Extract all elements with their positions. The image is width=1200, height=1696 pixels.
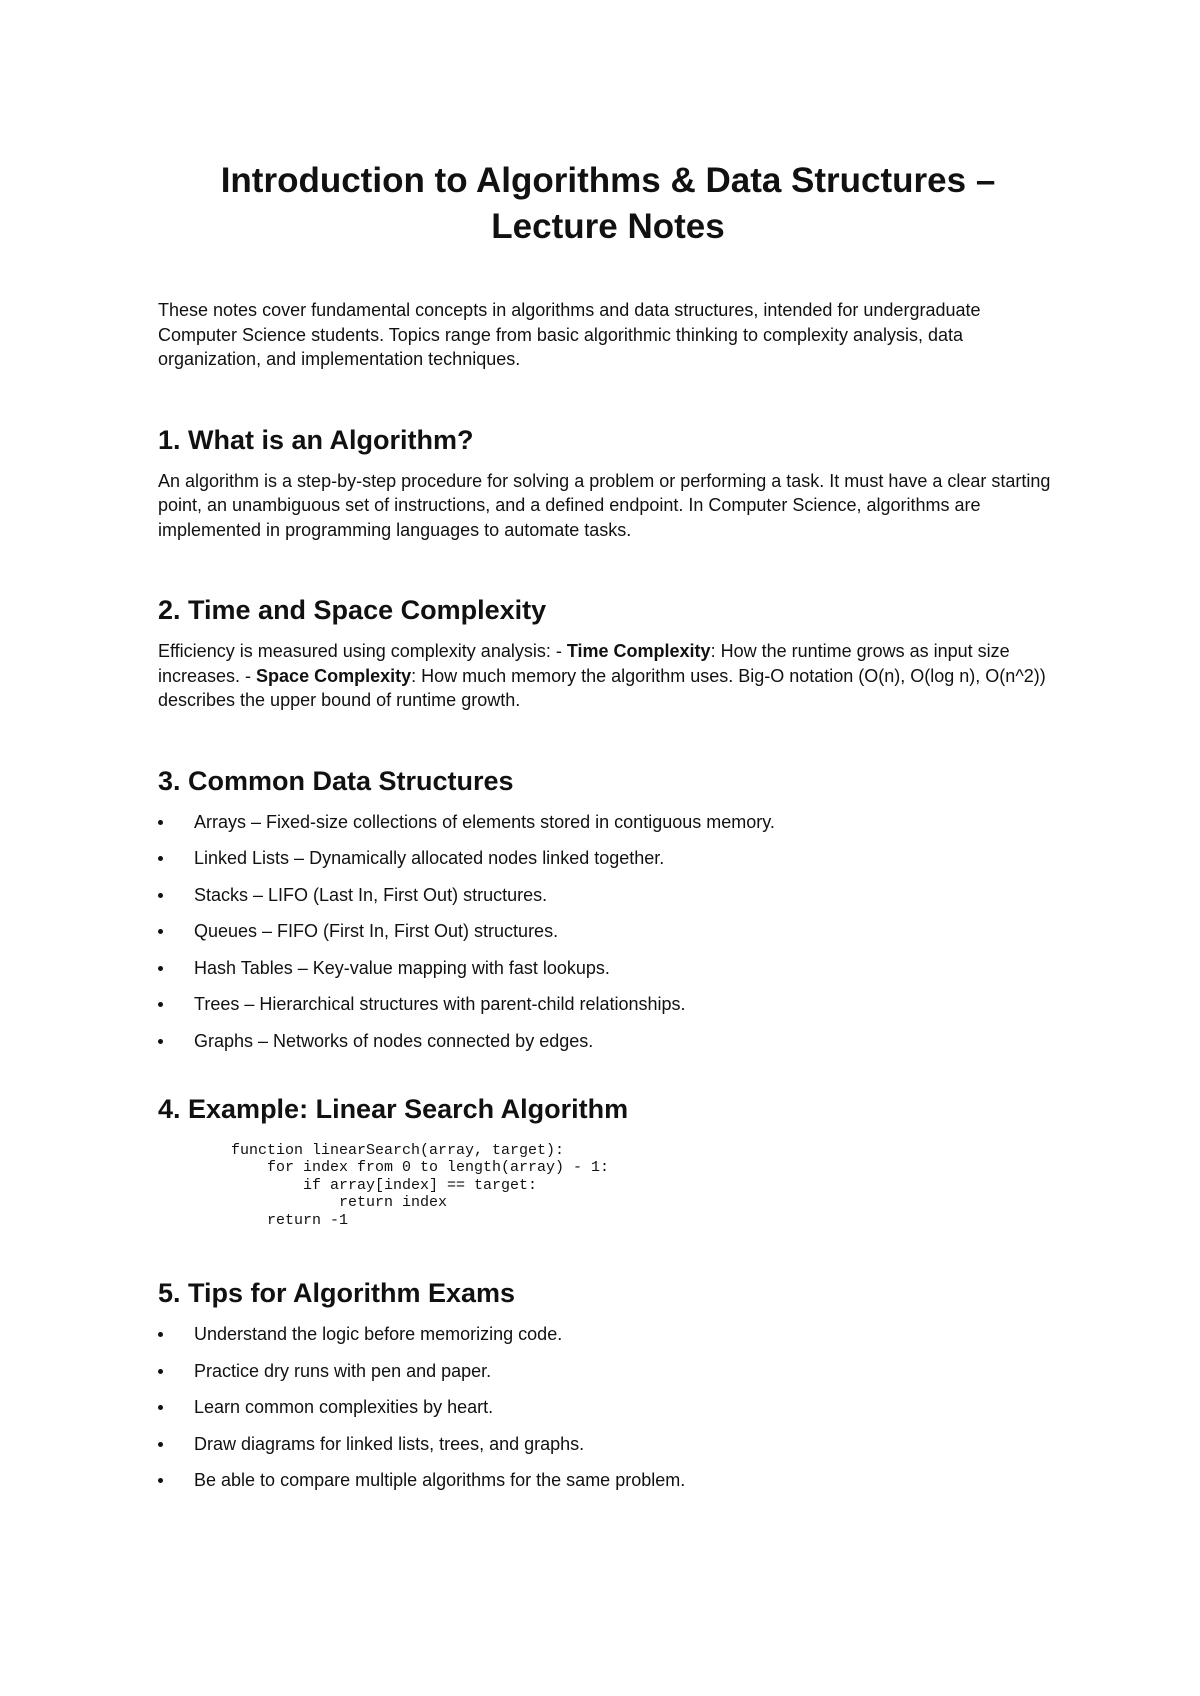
section-1-body: An algorithm is a step-by-step procedure for solving a problem or performing a task. It must have a clear starting point, an unambiguous set of instructions, and a defined endpoint. In Computer Science, algorithms are implemented in programming languages to automate tasks. bbox=[158, 470, 1051, 540]
bullet-icon bbox=[158, 1405, 163, 1410]
document-title bbox=[158, 158, 1058, 250]
bullet-icon bbox=[158, 929, 163, 934]
list-item-text: Stacks – LIFO (Last In, First Out) structures. bbox=[194, 884, 548, 905]
list-item-text: Draw diagrams for linked lists, trees, and graphs. bbox=[194, 1433, 585, 1454]
list-item bbox=[158, 1359, 1058, 1383]
document-title-line-2: Lecture Notes bbox=[491, 207, 725, 246]
list-item-text: Queues – FIFO (First In, First Out) structures. bbox=[194, 921, 559, 941]
space-complexity-description: : How much memory the algorithm uses. Big-O notation (O(n), O(log n), O(n^2)) describes the upper bound of runtime growth. bbox=[158, 665, 1046, 710]
linear-search-code-block: function linearSearch(array, target): for index from 0 to length(array) - 1: if array[index] == target: return index return -1 bbox=[231, 1141, 610, 1229]
bullet-icon bbox=[158, 820, 163, 825]
section-2-body bbox=[158, 639, 1058, 713]
list-item-text: Graphs – Networks of nodes connected by edges. bbox=[194, 1030, 594, 1051]
data-structures-list bbox=[158, 810, 1058, 1053]
list-item bbox=[158, 1468, 1058, 1492]
bullet-icon bbox=[158, 1002, 163, 1007]
section-2-heading: 2. Time and Space Complexity bbox=[158, 595, 547, 625]
list-item-text: Be able to compare multiple algorithms for the same problem. bbox=[194, 1470, 686, 1491]
bullet-icon bbox=[158, 1442, 163, 1447]
document-title-line-1: Introduction to Algorithms & Data Structures – bbox=[220, 161, 996, 200]
list-item-text: Practice dry runs with pen and paper. bbox=[194, 1360, 492, 1381]
bullet-icon bbox=[158, 1478, 163, 1483]
list-item bbox=[158, 883, 1058, 907]
bullet-icon bbox=[158, 1369, 163, 1374]
list-item-text: Linked Lists – Dynamically allocated nodes linked together. bbox=[194, 848, 665, 868]
exam-tips-list bbox=[158, 1322, 1058, 1492]
list-item-text: Hash Tables – Key-value mapping with fast lookups. bbox=[194, 957, 610, 978]
section-4-heading: 4. Example: Linear Search Algorithm bbox=[158, 1093, 629, 1124]
list-item-text: Trees – Hierarchical structures with parent-child relationships. bbox=[194, 994, 686, 1014]
list-item bbox=[158, 1029, 1058, 1053]
bullet-icon bbox=[158, 966, 163, 971]
list-item-text: Understand the logic before memorizing code. bbox=[194, 1324, 563, 1345]
intro-paragraph: These notes cover fundamental concepts in algorithms and data structures, intended for undergraduate Computer Science students. Topics range from basic algorithmic thinking to complexity analysis, data organization, and implementation techniques. bbox=[158, 300, 981, 369]
section-3-heading: 3. Common Data Structures bbox=[158, 765, 514, 796]
document-page bbox=[158, 158, 1058, 1505]
list-item bbox=[158, 1322, 1058, 1346]
space-complexity-term: Space Complexity bbox=[256, 665, 412, 686]
list-item bbox=[158, 992, 1058, 1016]
section-5-heading: 5. Tips for Algorithm Exams bbox=[158, 1278, 516, 1309]
bullet-icon bbox=[158, 893, 163, 898]
list-item bbox=[158, 810, 1058, 834]
bullet-icon bbox=[158, 1039, 163, 1044]
section-2-body-prefix: Efficiency is measured using complexity analysis: - bbox=[158, 641, 567, 661]
time-complexity-description: : How the runtime grows as input size increases. - bbox=[158, 641, 1010, 686]
list-item bbox=[158, 846, 1058, 870]
list-item bbox=[158, 1432, 1058, 1456]
bullet-icon bbox=[158, 1332, 163, 1337]
list-item-text: Learn common complexities by heart. bbox=[194, 1397, 494, 1418]
list-item bbox=[158, 1395, 1058, 1419]
list-item-text: Arrays – Fixed-size collections of elements stored in contiguous memory. bbox=[194, 811, 775, 832]
section-1-heading: 1. What is an Algorithm? bbox=[158, 424, 474, 455]
list-item bbox=[158, 956, 1058, 980]
list-item bbox=[158, 919, 1058, 943]
bullet-icon bbox=[158, 856, 163, 861]
time-complexity-term: Time Complexity bbox=[566, 641, 711, 661]
